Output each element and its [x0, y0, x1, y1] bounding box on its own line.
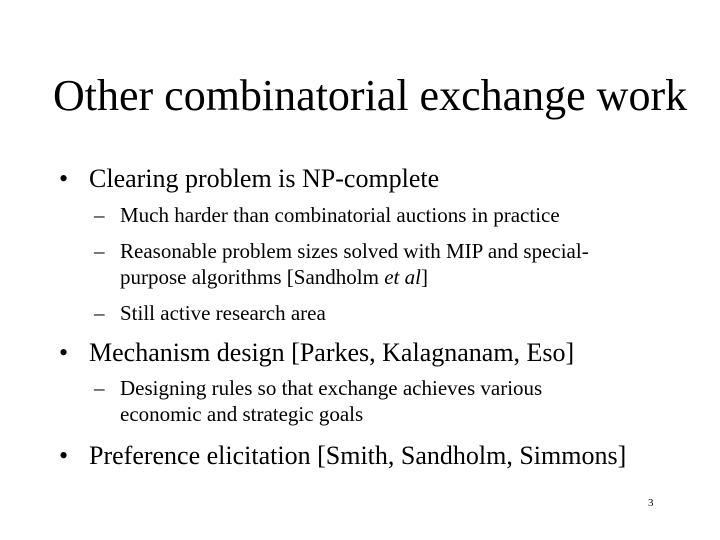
dash-icon: –: [94, 301, 105, 325]
bullet-text: Preference elicitation [Smith, Sandholm, Simmons]: [89, 441, 627, 470]
bullet-dot-icon: •: [59, 441, 69, 470]
bullet-dot-icon: •: [59, 164, 69, 193]
page-number: 3: [648, 497, 654, 509]
sub-bullet-line-1: Designing rules so that exchange achieves various: [120, 376, 543, 400]
bullet-text: Mechanism design [Parkes, Kalagnanam, Eso]: [89, 338, 575, 367]
dash-icon: –: [94, 376, 105, 400]
sub-bullet-line-2-post: ]: [420, 265, 428, 289]
sub-bullet-line-2-pre: purpose algorithms [Sandholm: [120, 265, 385, 289]
sub-bullet-text: [120, 375, 640, 427]
dash-icon: –: [94, 203, 105, 227]
sub-bullet-text: [120, 238, 640, 290]
sub-bullet-text: Still active research area: [120, 301, 326, 325]
sub-bullet-line-2: economic and strategic goals: [120, 402, 364, 426]
citation-et-al: et al: [384, 265, 421, 289]
bullet-dot-icon: •: [59, 338, 69, 367]
sub-bullet-line-1: Reasonable problem sizes solved with MIP and special-: [120, 239, 589, 263]
sub-bullet-text: Much harder than combinatorial auctions in practice: [120, 203, 560, 227]
slide-title: Other combinatorial exchange work: [53, 71, 688, 120]
dash-icon: –: [94, 239, 105, 263]
bullet-text: Clearing problem is NP-complete: [89, 164, 440, 193]
